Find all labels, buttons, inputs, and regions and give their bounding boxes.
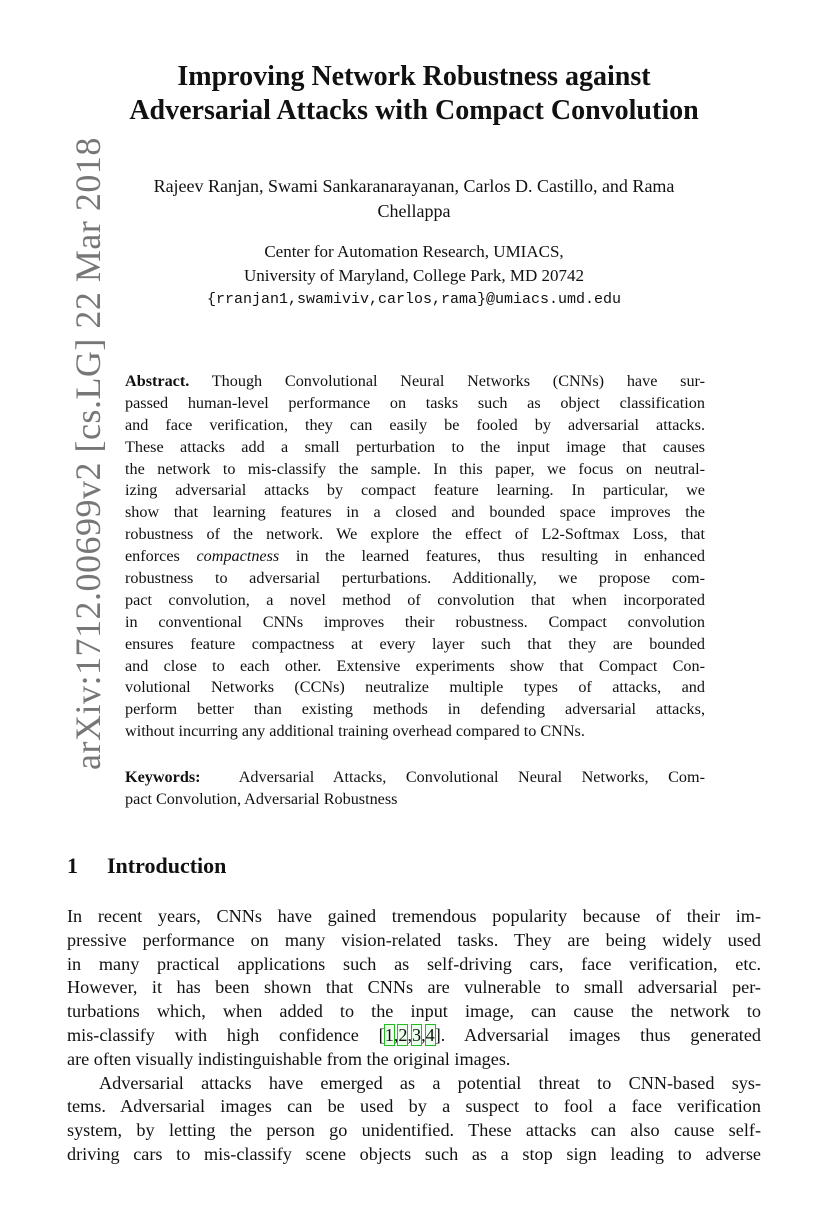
abstract-text: Though Convolutional Neural Networks (CNNs) have sur-	[211, 372, 705, 390]
abstract-line: volutional Networks (CCNs) neutralize multiple types of attacks, and	[125, 678, 705, 697]
abstract-line	[125, 371, 705, 393]
abstract-line: perform better than existing methods in defending adversarial attacks,	[125, 700, 705, 719]
abstract-line: in conventional CNNs improves their robustness. Compact convolution	[125, 612, 705, 631]
abstract-line: passed human-level performance on tasks such as object classification	[125, 393, 705, 412]
citation-link[interactable]: 2	[398, 1024, 408, 1045]
body-line	[67, 1024, 761, 1048]
abstract-label: Abstract.	[125, 372, 190, 390]
keywords-line	[125, 766, 705, 788]
body-line: driving cars to mis-classify scene objects such as a stop sign leading to adverse	[67, 1143, 761, 1164]
abstract-emphasis: compactness	[196, 547, 280, 566]
author-list	[70, 174, 758, 224]
abstract-line: These attacks add a small perturbation to the input image that causes	[125, 437, 705, 456]
abstract-line: ensures feature compactness at every layer such that they are bounded	[125, 634, 705, 653]
affiliation-line: University of Maryland, College Park, MD 20742	[244, 266, 584, 285]
citation-bracket: [	[378, 1024, 385, 1045]
citation-group: [1,2,3,4]	[378, 1024, 441, 1045]
section-heading	[67, 852, 226, 880]
body-line: tems. Adversarial images can be used by a suspect to fool a face verification	[67, 1096, 761, 1117]
keywords-line: pact Convolution, Adversarial Robustness	[125, 790, 398, 808]
section-number: 1	[67, 853, 78, 878]
abstract	[125, 371, 705, 743]
abstract-line: robustness to adversarial perturbations. Additionally, we propose com-	[125, 569, 705, 588]
citation-bracket: ]	[434, 1024, 441, 1045]
citation-link[interactable]: 4	[425, 1024, 435, 1045]
abstract-line	[125, 546, 705, 568]
abstract-line: izing adversarial attacks by compact feature learning. In particular, we	[125, 481, 705, 500]
citation-link[interactable]: 1	[384, 1024, 394, 1045]
keywords-label: Keywords:	[125, 768, 201, 786]
abstract-line: the network to mis-classify the sample. In this paper, we focus on neutral-	[125, 459, 705, 478]
author-line: Rajeev Ranjan, Swami Sankaranarayanan, Carlos D. Castillo, and Rama	[153, 176, 675, 196]
abstract-text: in the learned features, thus resulting in enhanced	[295, 547, 706, 566]
abstract-line: pact convolution, a novel method of convolution that when incorporated	[125, 590, 705, 609]
abstract-line: show that learning features in a closed and bounded space improves the	[125, 503, 705, 522]
author-line: Chellappa	[377, 201, 451, 221]
citation-link[interactable]: 3	[412, 1024, 422, 1045]
title-line: Adversarial Attacks with Compact Convolution	[129, 95, 699, 126]
abstract-line: robustness of the network. We explore the effect of L2-Softmax Loss, that	[125, 525, 705, 544]
body-line: In recent years, CNNs have gained tremendous popularity because of their im-	[67, 906, 761, 926]
body-line: in many practical applications such as self-driving cars, face verification, etc.	[67, 953, 761, 974]
introduction-body	[67, 905, 761, 1167]
abstract-line: without incurring any additional training overhead compared to CNNs.	[125, 722, 585, 741]
keywords	[125, 766, 705, 810]
abstract-line: and close to each other. Extensive experiments show that Compact Con-	[125, 656, 705, 675]
arxiv-identifier-stamp: arXiv:1712.00699v2 [cs.LG] 22 Mar 2018	[68, 137, 108, 770]
body-text: mis-classify with high confidence	[67, 1024, 359, 1045]
section-title: Introduction	[107, 853, 227, 878]
keywords-text: Adversarial Attacks, Convolutional Neural Networks, Com-	[238, 768, 705, 786]
affiliation-block	[100, 240, 728, 312]
abstract-text: enforces	[125, 547, 180, 566]
abstract-line: and face verification, they can easily be fooled by adversarial attacks.	[125, 415, 705, 434]
author-emails: {rranjan1,swamiviv,carlos,rama}@umiacs.umd.edu	[206, 291, 622, 308]
body-line: turbations which, when added to the input image, can cause the network to	[67, 1001, 761, 1022]
body-line: However, it has been shown that CNNs are vulnerable to small adversarial per-	[67, 977, 761, 998]
affiliation-line: Center for Automation Research, UMIACS,	[264, 242, 564, 261]
paper-title	[60, 60, 768, 128]
title-line: Improving Network Robustness against	[177, 61, 651, 92]
body-line: system, by letting the person go unidentified. These attacks can also cause self-	[67, 1120, 761, 1141]
body-line: Adversarial attacks have emerged as a potential threat to CNN-based sys-	[99, 1072, 761, 1093]
body-line: are often visually indistinguishable from the original images.	[67, 1048, 511, 1069]
body-text: . Adversarial images thus generated	[440, 1024, 761, 1045]
body-line: pressive performance on many vision-related tasks. They are being widely used	[67, 929, 761, 950]
